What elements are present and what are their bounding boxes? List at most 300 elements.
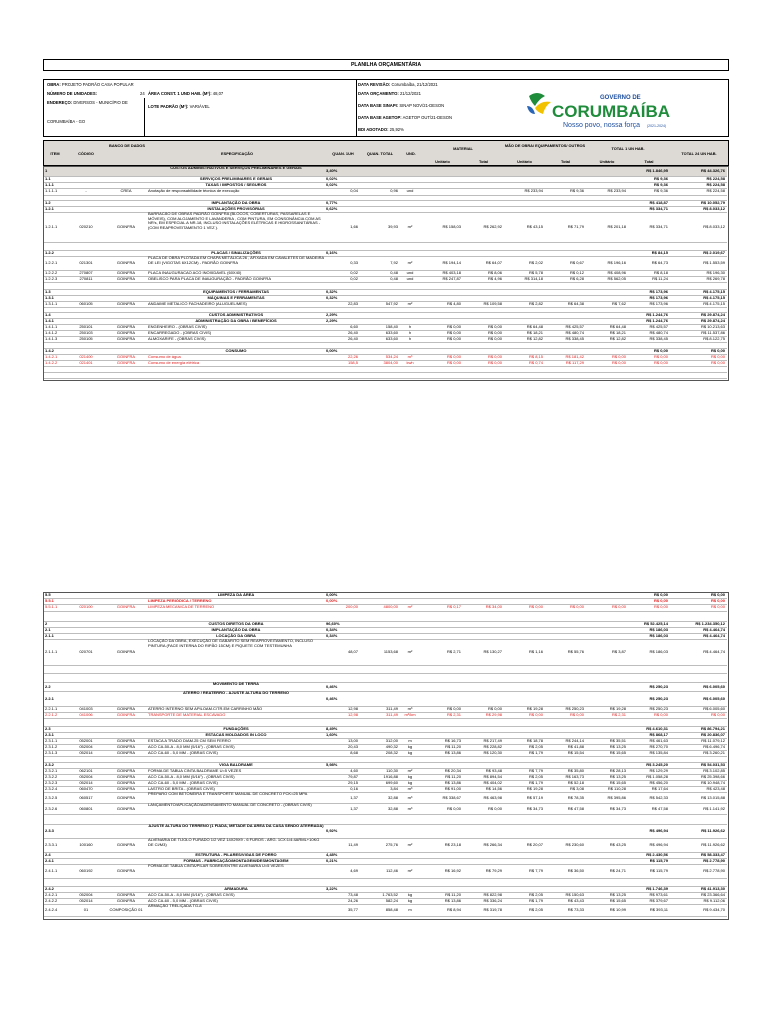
cell-mu: R$ 13,86: [444, 750, 461, 755]
cell-mu: R$ 11,20: [445, 774, 461, 779]
cell-tot1: R$ 8,18: [653, 270, 668, 275]
cell-ot: R$ 244,14: [565, 738, 584, 743]
cell-q1: 1,37: [350, 795, 358, 800]
cell-banco: GOINFRA: [116, 604, 136, 609]
cell-und: m²: [407, 868, 413, 873]
cell-tot1: R$ 418,87: [649, 200, 668, 205]
cell-mu: R$ 403,18: [442, 270, 461, 275]
col-total-24: TOTAL 24 UN HAB.: [681, 151, 717, 156]
cell-pct: 0,46%: [326, 696, 338, 701]
col-material: MATERIAL: [453, 146, 473, 151]
cell-tot24: R$ 6.005,60: [703, 706, 725, 711]
cell-tot1: R$ 9,36: [653, 176, 668, 181]
cell-mt: R$ 4,96: [487, 276, 502, 281]
cell-banco: GOINFRA: [116, 780, 136, 785]
cell-qt: 858,48: [385, 907, 398, 912]
cell-cod: 052004: [79, 892, 93, 897]
cell-tot1: R$ 47,58: [651, 806, 668, 811]
cell-tot24: R$ 0,00: [710, 360, 725, 365]
cell-item: 2.3.3.1: [45, 842, 58, 847]
cell-tot24: R$ 2.778,90: [703, 868, 725, 873]
cell-desc: Consumo de água: [148, 354, 181, 359]
cell-tot24: R$ 2.778,90: [703, 858, 725, 863]
cell-q1: 0,16: [350, 786, 358, 791]
cell-desc: ACO CA-60 - 5,0 MM - (OBRAS CIVIS): [148, 780, 218, 785]
cell-ou: R$ 314,18: [524, 276, 543, 281]
cell-und: m³: [407, 806, 413, 811]
cell-tot24: R$ 224,58: [706, 182, 725, 187]
cell-item: 2.3.2: [45, 762, 54, 767]
cell-qt: 0,96: [390, 188, 398, 193]
cell-banco: GOINFRA: [116, 324, 136, 329]
cell-tot1: R$ 17,64: [651, 786, 668, 791]
cell-qt: 32,88: [387, 806, 398, 811]
cell-ot: R$ 36,50: [567, 868, 584, 873]
cell-tot1: R$ 250,23: [649, 684, 668, 689]
cell-ot: R$ 71,79: [567, 224, 584, 229]
cell-desc: PLACA DE OBRA PLOTADA EM CHAPA METÁLICA 26 , AFIXADA EM CAVALETES DE MADEIRA DE LEI (VIGOTAS 6X12CM) - PADRÃO GOINFRA: [148, 256, 324, 265]
cell-banco: GOINFRA: [116, 706, 136, 711]
cell-ot: R$ 41,88: [567, 744, 584, 749]
cell-desc: IMPLANTAÇÃO DA OBRA: [211, 627, 261, 632]
cell-tot24: R$ 8.122,75: [703, 336, 725, 341]
cell-tot24: R$ 0,00: [710, 598, 725, 603]
cell-mt: R$ 79,29: [485, 868, 502, 873]
cell-item: 2.2.1.1: [45, 706, 58, 711]
cell-tu: R$ 12,82: [609, 336, 626, 341]
cell-q1: 0,04: [350, 188, 358, 193]
cell-mt: R$ 120,30: [483, 750, 502, 755]
cell-tu: R$ 28,13: [609, 768, 626, 773]
cell-desc: LASTRO DE BRITA - (OBRAS CIVIS): [148, 786, 215, 791]
cell-desc: AJUSTE ALTURA DO TERRENO (1 FIADA, METADE DA ÁREA DA CASA SENDO ATERRADA): [148, 824, 324, 828]
cell-banco: GOINFRA: [116, 744, 136, 749]
cell-tu: R$ 24,71: [609, 868, 626, 873]
cell-tot24: R$ 3.260,21: [703, 750, 725, 755]
cell-tu: R$ 201,18: [607, 224, 626, 229]
cell-ou: R$ 57,19: [526, 795, 543, 800]
cell-tu: R$ 196,16: [607, 260, 626, 265]
cell-mt: R$ 29,98: [485, 712, 502, 717]
cell-tot24: R$ 2.019,67: [703, 250, 725, 255]
cell-tot1: R$ 379,67: [649, 898, 668, 903]
cell-qt: 1.763,52: [382, 892, 398, 897]
cell-banco: COMPOSIÇÃO 01: [109, 907, 143, 912]
cell-ou: R$ 43,15: [526, 224, 543, 229]
cell-tot24: R$ 13.015,88: [700, 795, 725, 800]
cell-desc: ARMAÇÃO TRELIÇADA TG-8: [148, 904, 202, 908]
cell-mt: R$ 266,34: [483, 842, 502, 847]
cell-pct: 0,62%: [326, 206, 338, 211]
cell-desc: BARRACÃO DE OBRAS PADRÃO GOINFRA (BLOCOS, COBERTURAS, PASSARELAS E MÓVEIS), COM ALOJAMENTO E LAVANDERIA , COM PINTURA, EM CONSONÂNCIA COM AS NR's, EM ESPECIAL A NR-18, INCLUSO INSTALAÇÕES ELÉTRICAS E HIDROSSANITÁRIAS - (COM REAPROVEITAMENTO 1 VEZ ).: [148, 212, 321, 230]
cell-tu: R$ 10,99: [609, 907, 626, 912]
cell-cod: 270807: [79, 270, 93, 275]
cell-und: kg: [407, 750, 413, 755]
cell-q1: 0,02: [350, 270, 358, 275]
cell-mu: R$ 0,00: [446, 360, 461, 365]
cell-und: m: [408, 738, 412, 743]
cell-tot1: R$ 1.846,95: [646, 168, 668, 173]
cell-qt: 3804,00: [383, 360, 398, 365]
cell-qt: 110,30: [386, 768, 398, 773]
cell-mu: R$ 23,18: [444, 842, 461, 847]
cell-desc: LIMPEZA PERIÓDICA / TERRENO: [148, 598, 212, 603]
logo-tagline-text: Nosso povo, nossa força: [563, 122, 641, 129]
cell-und: m²: [407, 260, 413, 265]
agetop-label: DATA BASE AGETOP: AGETOP OUT/21-DESON: [358, 115, 453, 120]
cell-q1: 11,49: [348, 842, 358, 847]
cell-mt: R$ 404,02: [483, 780, 502, 785]
cell-item: 1.2.2.3: [45, 276, 58, 281]
cell-q1: 6,60: [350, 324, 358, 329]
cell-ou: R$ 2,05: [528, 744, 543, 749]
cell-q1: 24,26: [347, 898, 358, 903]
cell-tot1: R$ 1.244,76: [646, 312, 668, 317]
cell-item: 2.3.2.3: [45, 780, 58, 785]
cell-qt: 547,92: [385, 301, 398, 306]
cell-ot: R$ 163,73: [565, 774, 584, 779]
cell-item: 2.4.2.2: [45, 898, 58, 903]
cell-desc: TRANSPORTE DE MATERIAL ESCAVADO: [148, 712, 226, 717]
cell-und: h: [408, 324, 412, 329]
cell-und: m²: [407, 768, 413, 773]
cell-qt: 633,60: [385, 336, 398, 341]
cell-cod: 020100: [79, 604, 93, 609]
cell-pct: 3,22%: [326, 886, 338, 891]
cell-tu: R$ 7,62: [611, 301, 626, 306]
cell-q1: 8,68: [350, 750, 358, 755]
cell-ot: R$ 0,00: [569, 712, 584, 717]
cell-desc: ALMOXARIFE - (OBRAS CIVIS): [148, 336, 206, 341]
cell-pct: 0,32%: [326, 295, 338, 300]
cell-cod: 052004: [79, 744, 93, 749]
cell-tu: R$ 395,86: [607, 795, 626, 800]
cell-q1: 22,83: [347, 301, 358, 306]
cell-banco: GOINFRA: [116, 892, 136, 897]
budget-table-part-2: [43, 592, 727, 917]
cell-ou: R$ 5,78: [528, 270, 543, 275]
cell-q1: 73,48: [347, 892, 358, 897]
cell-item: 1.2.2.2: [45, 270, 58, 275]
cell-tot24: R$ 25.398,66: [700, 774, 725, 779]
cell-banco: GOINFRA: [116, 738, 136, 743]
cell-qt: 534,24: [385, 354, 398, 359]
obra-label: OBRA: PROJETO PADRÃO CASA POPULAR: [47, 82, 134, 87]
cell-desc: ADMINISTRAÇÃO DA OBRA / BENEFÍCIOS: [195, 318, 277, 323]
cell-tu: R$ 13,25: [609, 774, 626, 779]
cell-mt: R$ 64,07: [485, 260, 502, 265]
cell-ot: R$ 9,36: [569, 188, 584, 193]
cell-tu: R$ 0,00: [611, 360, 626, 365]
cell-tot24: R$ 10.948,74: [700, 780, 725, 785]
sheet-title: PLANILHA ORÇAMENTÁRIA: [43, 59, 729, 71]
cell-mt: R$ 0,00: [487, 806, 502, 811]
cell-und: m³: [407, 354, 413, 359]
cell-tot24: R$ 11.537,86: [701, 330, 725, 335]
cell-item: 2.3.3: [45, 828, 54, 833]
cell-tot24: R$ 86.794,21: [700, 726, 725, 731]
cell-desc: OBELISCO PARA PLACA DE INAUGURAÇÃO - PADRÃO GOINFRA: [148, 276, 271, 281]
sinapi-label: DATA BASE SINAPI: SINAP NOV/21-DESON: [358, 103, 445, 108]
cell-tot1: R$ 0,00: [653, 592, 668, 597]
cell-tot1: R$ 461,63: [649, 738, 668, 743]
cell-tot24: R$ 1.234.350,12: [695, 621, 725, 626]
cell-q1: 4,69: [350, 868, 358, 873]
cell-mt: R$ 228,82: [483, 744, 502, 749]
cell-qt: 490,32: [385, 744, 398, 749]
cell-desc: PREPARO COM BETONEIRA E TRANSPORTE MANUAL DE CONCRETO FCK=25 MPA: [148, 792, 308, 796]
cell-cod: 250105: [79, 336, 93, 341]
cell-tu: R$ 3,87: [611, 649, 626, 654]
cell-mt: R$ 0,00: [487, 360, 502, 365]
cell-item: 2.3.2.1: [45, 768, 58, 773]
cell-tu: R$ 110,28: [607, 786, 626, 791]
cell-pct: 5,98%: [326, 762, 338, 767]
cell-item: 5.5.1.1: [45, 604, 58, 609]
cell-q1: 13,00: [347, 738, 358, 743]
cell-desc: ACO CA-60 - 5,0 MM - (OBRAS CIVIS): [148, 898, 218, 903]
cell-tot1: R$ 129,29: [649, 768, 668, 773]
cell-tot1: R$ 0,00: [653, 354, 668, 359]
cell-tot1: R$ 186,03: [649, 633, 668, 638]
cell-tot24: R$ 4.175,15: [703, 295, 725, 300]
cell-tot1: R$ 425,57: [649, 324, 668, 329]
cell-tot1: R$ 115,79: [649, 868, 668, 873]
cell-cod: 060192: [79, 868, 93, 873]
cell-mt: R$ 93,48: [485, 768, 502, 773]
cell-tu: R$ 0,00: [611, 604, 626, 609]
cell-tot1: R$ 0,00: [653, 348, 668, 353]
cell-item: 2.4: [45, 852, 51, 857]
cell-desc: FORMA DE TABUA CINTA/PILAR SOBRE/ENTRE ALVENARIA U=5 VEZES: [148, 864, 284, 868]
cell-tu: R$ 34,73: [609, 806, 626, 811]
cell-pct: 0,77%: [326, 200, 338, 205]
col-banco: BANCO DE DADOS: [109, 143, 145, 148]
cell-q1: 79,87: [347, 774, 358, 779]
cell-tot24: R$ 8.033,12: [703, 206, 725, 211]
cell-banco: GOINFRA: [116, 712, 136, 717]
cell-tot1: R$ 868,17: [649, 732, 668, 737]
cell-und: kg: [407, 774, 413, 779]
cell-item: 1.4.1.1: [45, 324, 58, 329]
cell-ou: R$ 19,28: [526, 706, 543, 711]
cell-mt: R$ 217,49: [483, 738, 502, 743]
cell-tot24: R$ 41.913,30: [700, 886, 725, 891]
cell-cod: 250101: [79, 324, 93, 329]
cell-mu: R$ 194,14: [442, 260, 461, 265]
cell-mu: R$ 0,00: [446, 806, 461, 811]
cell-q1: 35,77: [347, 907, 358, 912]
cell-qt: 0,48: [390, 270, 398, 275]
cell-pct: 0,00%: [326, 348, 338, 353]
cell-item: 2.3.2.6: [45, 806, 58, 811]
cell-pct: 0,00%: [326, 598, 338, 603]
cell-und: m³/km: [404, 712, 416, 717]
cell-mu: R$ 4,80: [446, 301, 461, 306]
cell-tu: R$ 408,96: [607, 270, 626, 275]
cell-tot24: R$ 4.464,74: [703, 627, 725, 632]
cell-qt: 633,60: [385, 330, 398, 335]
cell-und: m²: [407, 604, 413, 609]
cell-tot24: R$ 10.213,63: [700, 324, 725, 329]
cell-ot: R$ 15,54: [567, 750, 584, 755]
cell-pct: 0,21%: [326, 858, 338, 863]
cell-cod: 021401: [79, 360, 93, 365]
cell-tot1: R$ 135,84: [649, 750, 668, 755]
cell-tot24: R$ 269,78: [706, 276, 725, 281]
cell-desc: Anotação de responsabilidade técnica de execução: [148, 188, 240, 193]
cell-banco: GOINFRA: [116, 354, 136, 359]
cell-mu: R$ 16,92: [444, 868, 461, 873]
cell-item: 1.4.2.2: [45, 360, 58, 365]
cell-q1: 48,07: [347, 649, 358, 654]
cell-tot24: R$ 1.553,59: [703, 260, 725, 265]
cell-desc: INSTALAÇÕES PROVISÓRIAS: [207, 206, 265, 211]
cell-item: 2.4.2.1: [45, 892, 58, 897]
cell-tu: R$ 19,28: [609, 706, 626, 711]
cell-mu: R$ 0,00: [446, 354, 461, 359]
cell-ou: R$ 20,07: [526, 842, 543, 847]
cell-tot1: R$ 173,96: [649, 289, 668, 294]
cell-mt: R$ 0,00: [487, 706, 502, 711]
cell-desc: MÁQUINAS E FERRAMENTAS: [207, 295, 265, 300]
cell-qt: 311,49: [386, 706, 398, 711]
cell-desc: ATERRO / REATERRO - AJUSTE ALTURA DO TERRENO: [183, 691, 289, 695]
cell-qt: 582,24: [385, 898, 398, 903]
cell-ou: R$ 1,79: [528, 898, 543, 903]
cell-und: m³: [407, 795, 413, 800]
cell-tot1: R$ 173,96: [649, 295, 668, 300]
cell-desc: VIGA BALDRAME: [219, 762, 253, 767]
section-row: [43, 691, 727, 707]
cell-und: und: [406, 270, 414, 275]
cell-mu: R$ 158,03: [442, 224, 461, 229]
cell-desc: LIMPEZA DA ÁREA: [217, 592, 255, 597]
cell-desc: SERVIÇOS PRELIMINARES E GERAIS: [199, 176, 273, 181]
cell-mu: R$ 0,00: [446, 324, 461, 329]
cell-tu: R$ 64,48: [609, 324, 626, 329]
spacer-row: [43, 372, 727, 379]
cell-tot24: R$ 6.005,60: [703, 696, 725, 701]
cell-ou: R$ 7,79: [528, 868, 543, 873]
cell-banco: GOINFRA: [116, 270, 136, 275]
lote-label: LOTE PADRÃO (M²): VARIÁVEL: [148, 104, 210, 109]
cell-desc: LANÇAMENTO/APLICAÇÃO/ADENSAMENTO MANUAL DE CONCRETO - (OBRAS CIVIS): [148, 803, 312, 807]
cell-tu: R$ 43,25: [609, 842, 626, 847]
cell-qt: 1153,68: [383, 649, 398, 654]
cell-tot1: R$ 9,36: [653, 188, 668, 193]
budget-table-part-1: [43, 166, 727, 378]
cell-ot: R$ 181,42: [565, 354, 584, 359]
cell-pct: 0,00%: [326, 592, 338, 597]
cell-pct: 1,60%: [326, 732, 338, 737]
cell-qt: 208,32: [385, 750, 398, 755]
cell-tot24: R$ 54.031,53: [700, 762, 725, 767]
cell-pct: 0,02%: [326, 182, 338, 187]
cell-tot24: R$ 10.052,79: [700, 200, 725, 205]
col-und: UND.: [406, 151, 416, 156]
cell-mt: R$ 262,92: [483, 224, 502, 229]
cell-mu: R$ 0,00: [446, 336, 461, 341]
cell-cod: 021400: [79, 354, 93, 359]
cell-banco: CREA: [120, 188, 132, 193]
cell-ou: R$ 8,15: [528, 354, 543, 359]
cidade-value: CORUMBAÍBA - GO: [47, 119, 86, 124]
cell-ou: R$ 18,21: [526, 330, 543, 335]
cell-desc: CUSTOS ADMINISTRATIVOS: [208, 312, 264, 317]
cell-mt: R$ 463,98: [483, 795, 502, 800]
cell-desc: LOCAÇÃO DA OBRA: [216, 633, 256, 638]
cell-q1: 158,5: [347, 360, 358, 365]
cell-q1: 1,37: [350, 806, 358, 811]
cell-tot1: R$ 496,94: [649, 842, 668, 847]
cell-qt: 32,88: [387, 795, 398, 800]
cell-ou: R$ 18,78: [526, 738, 543, 743]
cell-pct: 0,16%: [326, 250, 338, 255]
cell-ot: R$ 150,63: [565, 892, 584, 897]
cell-tot1: R$ 496,94: [649, 828, 668, 833]
cell-und: m³: [407, 706, 413, 711]
cell-mu: R$ 247,87: [442, 276, 461, 281]
cell-desc: CUSTOS ADMINISTRATIVOS E SERVIÇOS PRELIMINARES E GERAIS: [170, 166, 302, 170]
cell-item: 2.3.1.2: [45, 744, 58, 749]
cell-pct: 2,29%: [326, 318, 338, 323]
cell-ou: R$ 1,79: [528, 750, 543, 755]
cell-q1: 12,98: [347, 712, 358, 717]
cell-tot1: R$ 3.245,20: [646, 762, 668, 767]
cell-banco: GOINFRA: [116, 260, 136, 265]
cell-ot: R$ 250,23: [565, 706, 584, 711]
cell-ot: R$ 43,43: [567, 898, 584, 903]
cell-tot1: R$ 115,79: [649, 858, 668, 863]
cell-item: 2.2: [45, 684, 51, 689]
cell-tot24: R$ 0,00: [710, 712, 725, 717]
cell-desc: CONSUMO: [225, 348, 247, 353]
cell-tot1: R$ 1.244,76: [646, 318, 668, 323]
cell-tu: R$ 2,31: [611, 712, 626, 717]
cell-ou: R$ 0,00: [528, 604, 543, 609]
cell-cod: 270811: [79, 276, 93, 281]
cell-item: 2.3: [45, 726, 51, 731]
cell-q1: 22,26: [347, 354, 358, 359]
cell-pct: 0,34%: [326, 633, 338, 638]
cell-q1: 200,00: [345, 604, 358, 609]
cell-tot24: R$ 1.141,92: [703, 806, 725, 811]
sub-unitario: Unitário: [599, 159, 615, 164]
cell-desc: ATERRO INTERNO SEM APILOAM.C/TR.EM CARRINHO MÃO: [148, 706, 263, 711]
cell-banco: GOINFRA: [116, 868, 136, 873]
sub-total: Total: [560, 159, 570, 164]
cell-tot24: R$ 224,58: [706, 188, 725, 193]
cell-desc: ACO CA-50-A - 8,0 MM (5/16") - (OBRAS CIVIS): [148, 744, 235, 749]
cell-qt: 39,93: [387, 224, 398, 229]
cell-desc: ACO CA-50-A - 8,0 MM (5/16") - (OBRAS CIVIS): [148, 774, 235, 779]
cell-item: 5.5: [45, 592, 51, 597]
cell-tot1: R$ 0,00: [653, 712, 668, 717]
orcamento-label: DATA ORÇAMENTO: 21/12/2021: [358, 91, 421, 96]
cell-tot1: R$ 186,03: [649, 627, 668, 632]
cell-item: 1.3: [45, 289, 51, 294]
logo-main-text: CORUMBAÍBA: [552, 102, 671, 121]
cell-pct: 0,92%: [326, 828, 338, 833]
cell-mu: R$ 338,67: [442, 795, 461, 800]
cell-tot24: R$ 4.464,74: [703, 633, 725, 638]
cell-mu: R$ 13,86: [444, 780, 461, 785]
cell-tot1: R$ 186,03: [649, 649, 668, 654]
cell-tot1: R$ 270,70: [649, 744, 668, 749]
cell-mt: R$ 0,00: [487, 324, 502, 329]
cell-tot24: R$ 6.496,74: [703, 744, 725, 749]
